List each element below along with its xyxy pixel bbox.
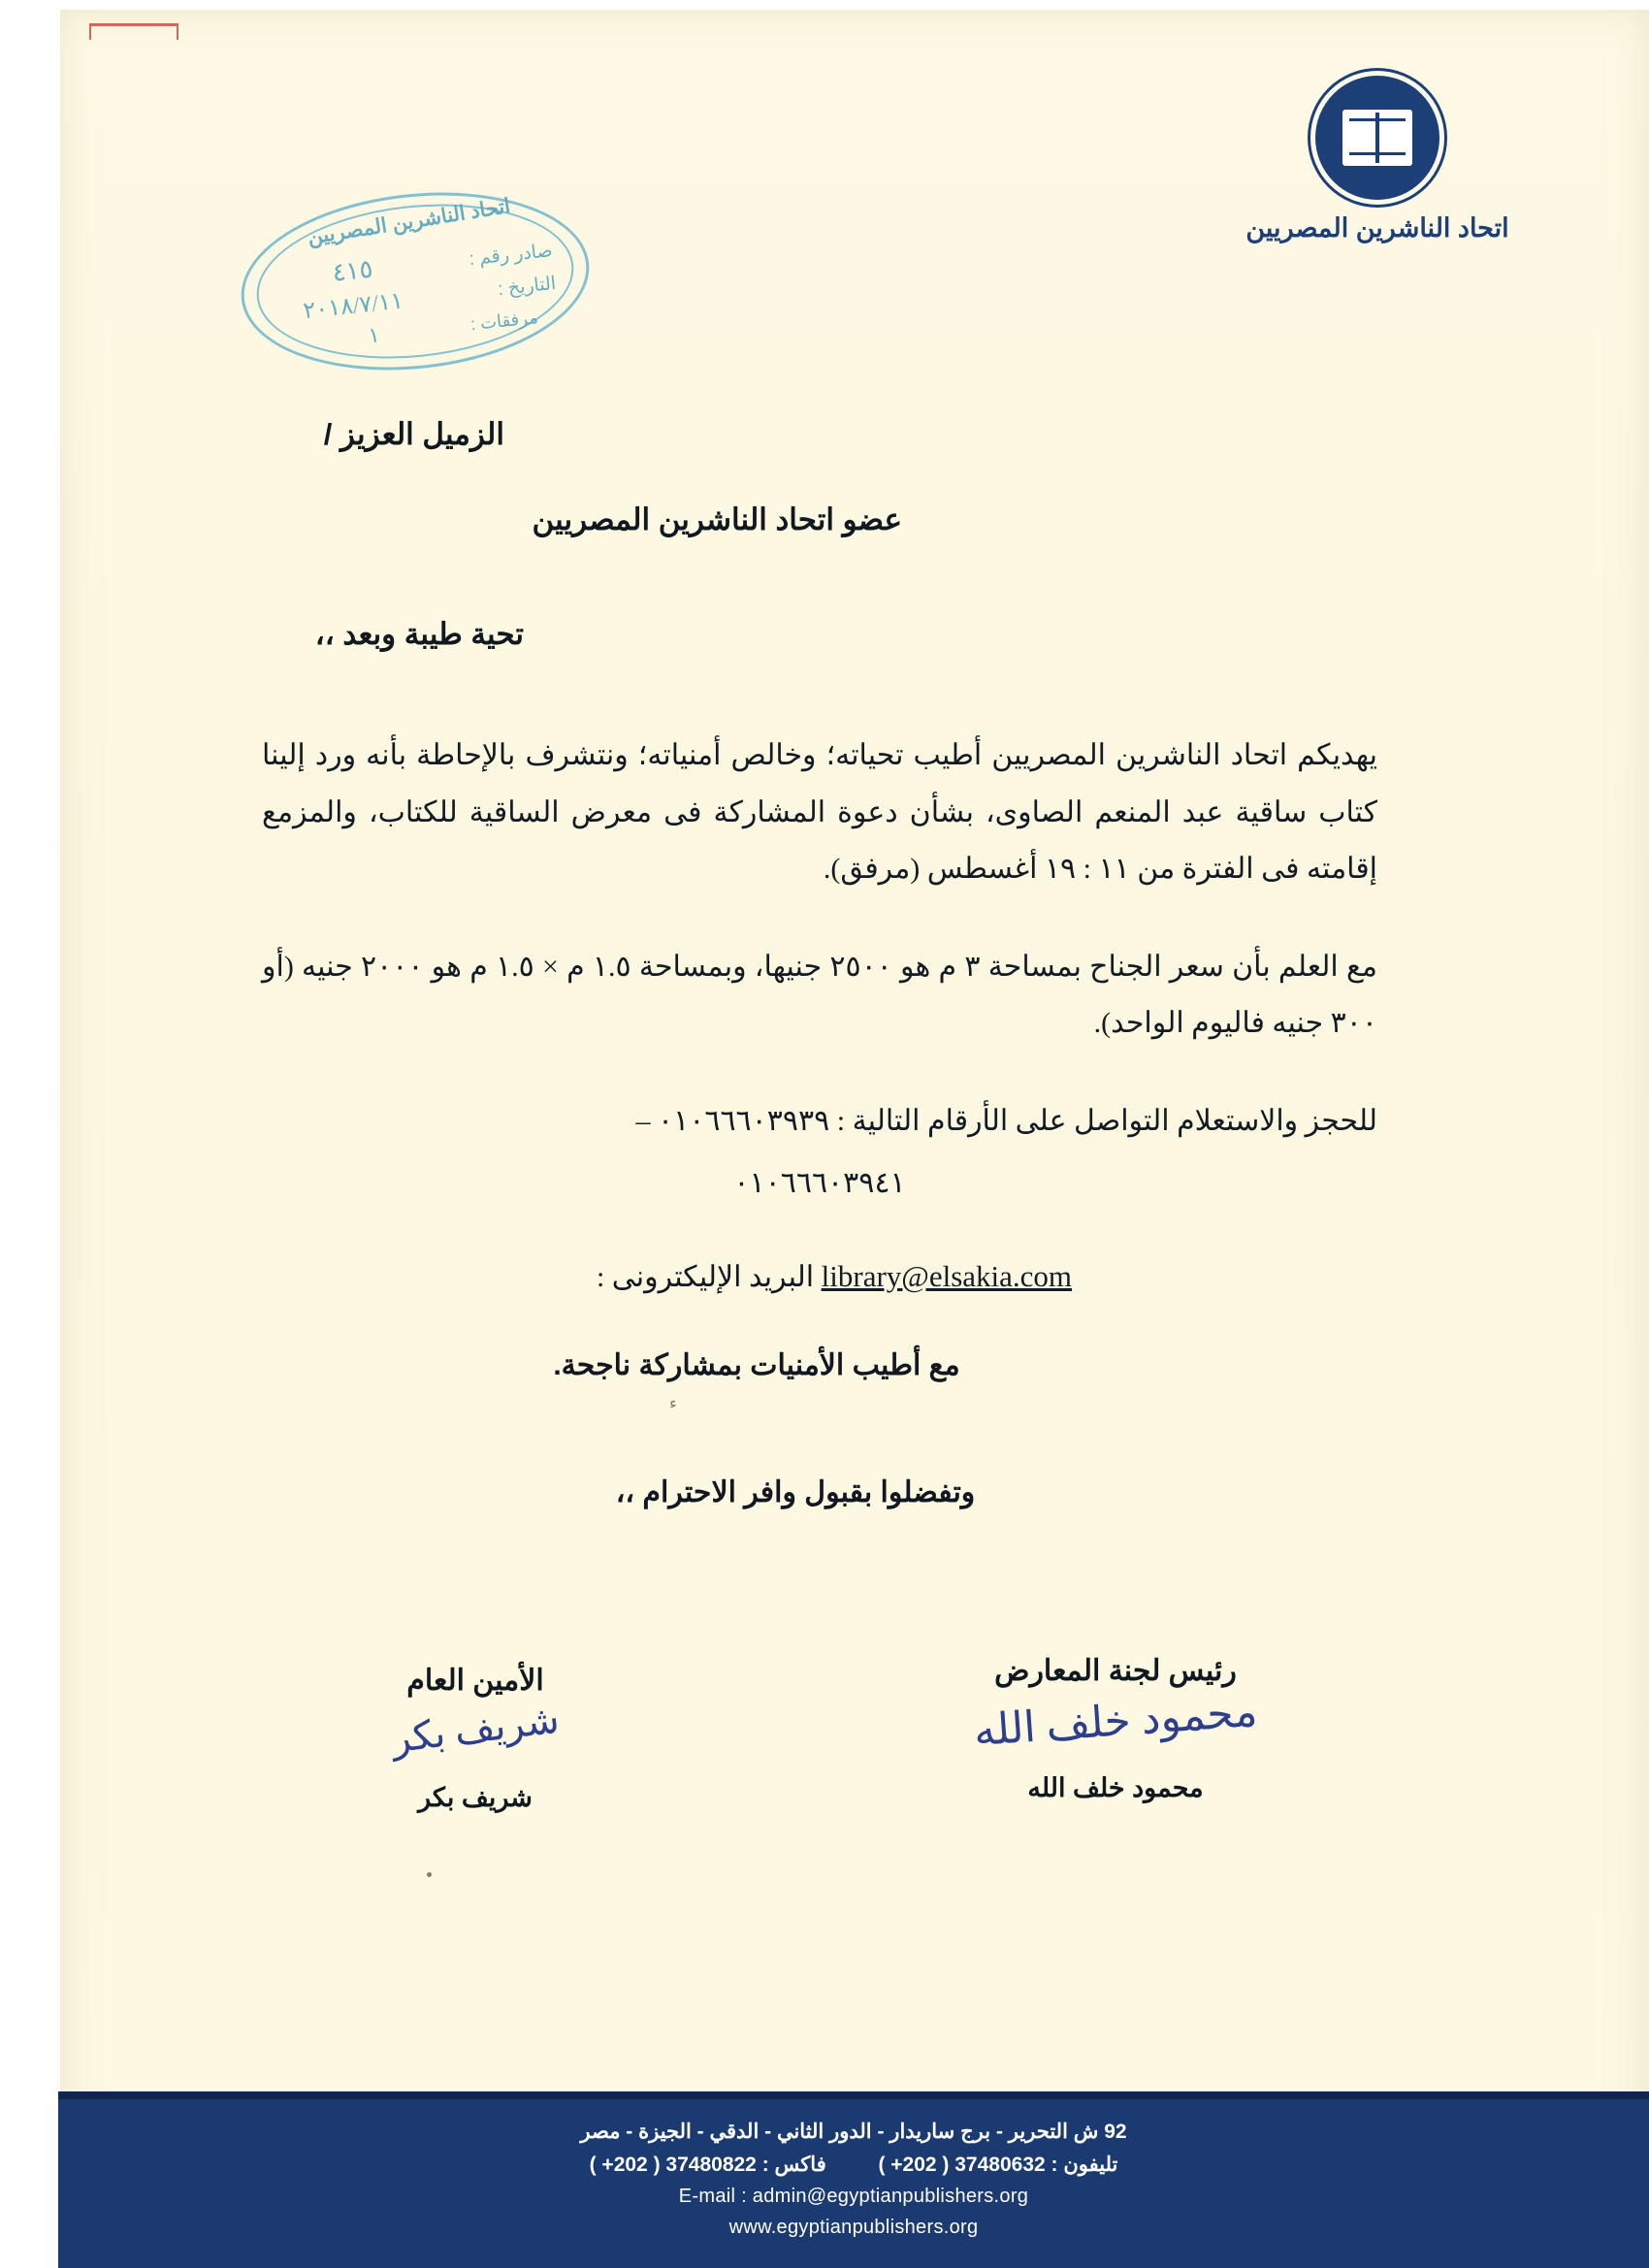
stamp-number-value: ٤١٥ [331, 254, 374, 287]
registration-stamp [233, 177, 598, 387]
closing-regards: وتفضلوا بقبول وافر الاحترام ،، [615, 1475, 976, 1508]
stamp-title: اتحاد الناشرين المصريين [306, 194, 512, 249]
handwritten-signature: محمود خلف الله [972, 1687, 1259, 1756]
signature-name: شريف بكر [418, 1783, 533, 1812]
email-line [146, 1259, 1484, 1294]
signature-block-secretary [272, 1664, 679, 1813]
footer-contact-line [58, 2153, 1649, 2177]
footer-phone-label: تليفون : [1051, 2154, 1118, 2176]
signature-title: رئيس لجنة المعارض [994, 1655, 1237, 1687]
scan-artifact: ء [669, 1394, 677, 1412]
organization-name: اتحاد الناشرين المصريين [1245, 213, 1509, 243]
footer [58, 2091, 1649, 2268]
stamp-number-label: صادر رقم : [468, 241, 554, 271]
scan-margin-left [0, 0, 60, 2268]
footer-website[interactable]: www.egyptianpublishers.org [728, 2217, 979, 2238]
clip-mark [89, 23, 178, 40]
email-address[interactable]: library@elsakia.com [821, 1258, 1073, 1293]
footer-top-rule [58, 2091, 1649, 2099]
closing-wish: مع أطيب الأمنيات بمشاركة ناجحة. [553, 1348, 960, 1381]
footer-fax-value: 37480822 ( 202+ ) [589, 2154, 757, 2176]
email-label: البريد الإليكترونى : [596, 1260, 815, 1293]
signature-title: الأمين العام [406, 1665, 544, 1697]
paragraph-1: يهديكم اتحاد الناشرين المصريين أطيب تحياته؛ وخالص أمنياته؛ ونتشرف بالإحاطة بأنه ورد إلينا كتاب ساقية عبد المنعم الصاوى، بشأن دعوة المشاركة فى معرض الساقية للكتاب، والمزمع إقامته فى الفترة من ١١ : ١٩ أغسطس (مرفق). [262, 739, 1377, 885]
letter-body [146, 417, 1484, 1509]
paragraph-3-continued: ٠١٠٦٦٦٠٣٩٤١ [733, 1167, 906, 1199]
signature-area [146, 1654, 1494, 1916]
stamp-attachments-label: مرفقات : [469, 308, 539, 335]
footer-fax-label: فاكس : [761, 2154, 826, 2176]
signature-name: محمود خلف الله [1027, 1773, 1204, 1802]
stamp-attachments-value: ١ [367, 322, 381, 348]
letterhead [1232, 76, 1523, 243]
signature-block-chairman [912, 1654, 1319, 1803]
paragraph-3: للحجز والاستعلام التواصل على الأرقام التالية : ٠١٠٦٦٦٠٣٩٣٩ – [635, 1104, 1377, 1137]
handwritten-signature: شريف بكر [389, 1697, 562, 1762]
open-book-icon [1315, 76, 1439, 200]
footer-phone-value: 37480632 ( 202+ ) [878, 2154, 1046, 2176]
addressee: عضو اتحاد الناشرين المصريين [532, 502, 902, 536]
paragraph-2: مع العلم بأن سعر الجناح بمساحة ٣ م هو ٢٥٠٠ جنيها، وبمساحة ١.٥ م × ١.٥ م هو ٢٠٠٠ جنيه (أو ٣٠٠ جنيه فاليوم الواحد). [262, 950, 1378, 1039]
salutation: الزميل العزيز / [323, 417, 504, 451]
footer-email[interactable]: E-mail : admin@egyptianpublishers.org [678, 2186, 1029, 2207]
greeting: تحية طيبة وبعد ،، [314, 617, 524, 651]
stamp-date-label: التاريخ : [497, 273, 558, 301]
scan-margin-top [0, 0, 1649, 10]
footer-address: 92 ش التحرير - برج ساريدار - الدور الثاني - الدقي - الجيزة - مصر [580, 2121, 1127, 2143]
stamp-date-value: ٢٠١٨/٧/١١ [302, 288, 405, 325]
